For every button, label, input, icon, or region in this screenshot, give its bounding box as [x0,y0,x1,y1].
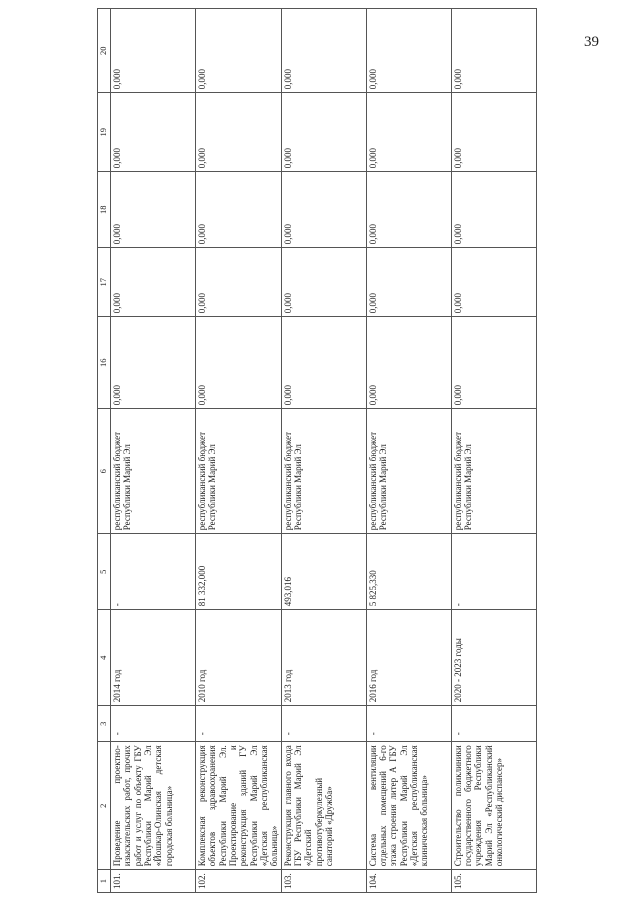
value-18: 0,000 [451,172,536,248]
value-20: 0,000 [196,9,282,93]
value-19: 0,000 [196,93,282,172]
col-header-19: 19 [98,93,111,172]
row-number: 105. [451,870,536,893]
period: 2013 год [281,610,366,706]
cost: 5 825,330 [366,534,451,610]
value-18: 0,000 [366,172,451,248]
col-header-16: 16 [98,317,111,409]
cell-col3: - [366,706,451,742]
cost: - [451,534,536,610]
table-header [98,9,111,893]
value-16: 0,000 [366,317,451,409]
value-19: 0,000 [111,93,196,172]
value-18: 0,000 [196,172,282,248]
col-header-17: 17 [98,248,111,317]
value-17: 0,000 [451,248,536,317]
value-16: 0,000 [196,317,282,409]
program-table [97,8,537,893]
col-header-2: 2 [98,742,111,870]
value-20: 0,000 [366,9,451,93]
object-name: Система вентиляции отдельных помещений 6-го этажа строения литер А ГБУ Республики Марий Эл «Детская республиканская клиническая больница» [366,742,451,870]
value-16: 0,000 [281,317,366,409]
cost: 493,016 [281,534,366,610]
period: 2014 год [111,610,196,706]
table-row [196,9,282,893]
col-header-1: 1 [98,870,111,893]
col-header-5: 5 [98,534,111,610]
cell-col3: - [196,706,282,742]
cell-col3: - [451,706,536,742]
funding-source: республиканский бюджет Республики Марий Эл [366,409,451,534]
cell-col3: - [281,706,366,742]
value-16: 0,000 [111,317,196,409]
row-number: 102. [196,870,282,893]
object-name: Строительство поликлиники государственного бюджетного учреждения Республики Марий Эл «Республиканский онкологический диспансер» [451,742,536,870]
period: 2020 - 2023 годы [451,610,536,706]
table-row [111,9,196,893]
cost: - [111,534,196,610]
object-name: Реконструкция главного входа ГБУ Республики Марий Эл «Детский противотуберкулезный санаторий «Дружба» [281,742,366,870]
table-row [451,9,536,893]
col-header-18: 18 [98,172,111,248]
row-number: 101. [111,870,196,893]
value-17: 0,000 [196,248,282,317]
funding-source: республиканский бюджет Республики Марий Эл [451,409,536,534]
row-number: 104. [366,870,451,893]
value-20: 0,000 [111,9,196,93]
value-19: 0,000 [366,93,451,172]
funding-source: республиканский бюджет Республики Марий Эл [281,409,366,534]
period: 2010 год [196,610,282,706]
funding-source: республиканский бюджет Республики Марий Эл [196,409,282,534]
cell-col3: - [111,706,196,742]
table-row [281,9,366,893]
page-number: 39 [584,34,599,50]
row-number: 103. [281,870,366,893]
funding-source: республиканский бюджет Республики Марий Эл [111,409,196,534]
value-19: 0,000 [451,93,536,172]
value-18: 0,000 [281,172,366,248]
col-header-6: 6 [98,409,111,534]
value-20: 0,000 [281,9,366,93]
value-17: 0,000 [366,248,451,317]
period: 2016 год [366,610,451,706]
value-18: 0,000 [111,172,196,248]
col-header-4: 4 [98,610,111,706]
col-header-20: 20 [98,9,111,93]
table-row [366,9,451,893]
object-name: Комплексная реконструкция объектов здравоохранения Республики Марий Эл. Проектирование и реконструкция зданий ГУ Республики Марий Эл «Детская республиканская больница» [196,742,282,870]
value-16: 0,000 [451,317,536,409]
col-header-3: 3 [98,706,111,742]
value-17: 0,000 [111,248,196,317]
object-name: Проведение проектно-изыскательских работ, прочих работ и услуг по объекту ГБУ Республики Марий Эл «Йошкар-Олинская детская городская больница» [111,742,196,870]
cost: 81 332,000 [196,534,282,610]
value-17: 0,000 [281,248,366,317]
value-20: 0,000 [451,9,536,93]
value-19: 0,000 [281,93,366,172]
